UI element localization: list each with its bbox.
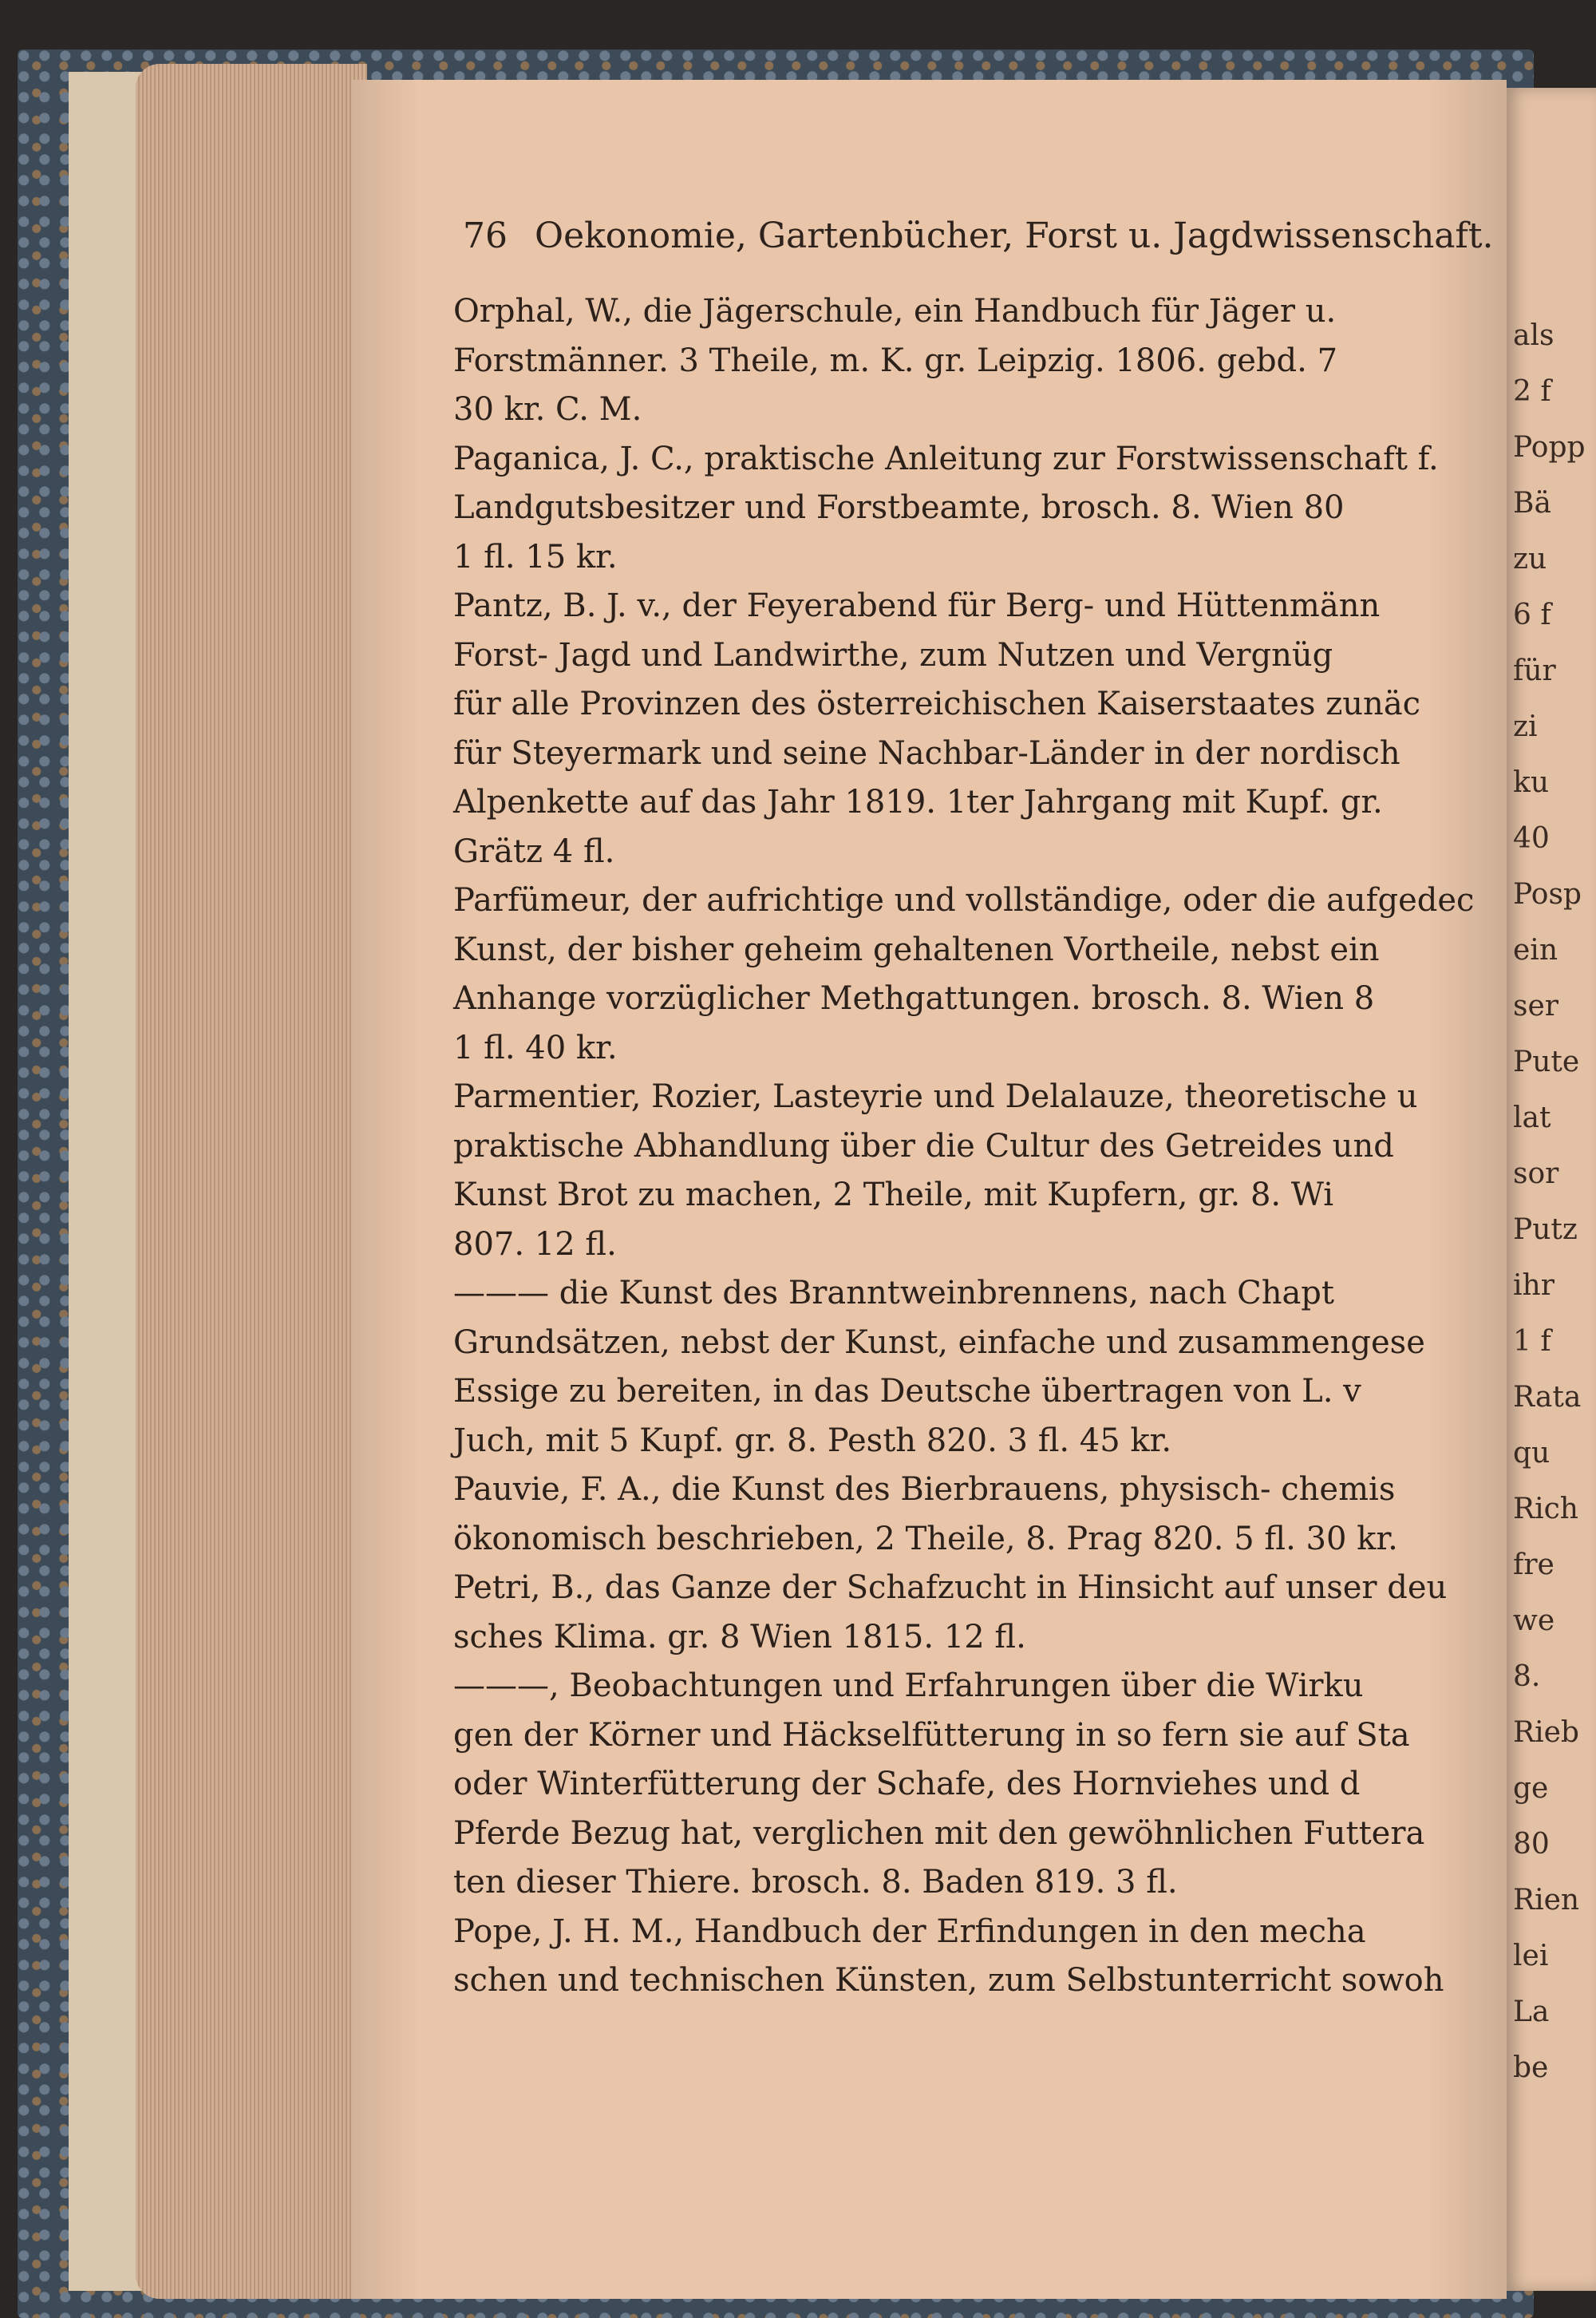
next-page-fragment: we [1513,1604,1555,1637]
running-head: Oekonomie, Gartenbücher, Forst u. Jagdwissenschaft. [535,216,1494,256]
next-page-fragment: qu [1513,1437,1551,1470]
entry-line: ———, Beobachtungen und Erfahrungen über die Wirku [453,1667,1364,1704]
catalog-entry [453,1662,1491,1908]
next-page-fragment: Pute [1513,1046,1580,1078]
next-page-fragment: 80 [1513,1828,1550,1861]
entry-line: Pauvie, F. A., die Kunst des Bierbrauens, physisch- chemis [453,1471,1396,1508]
entry-line: Pope, J. H. M., Handbuch der Erfindungen in den mecha [453,1913,1366,1950]
next-page-fragment: Rata [1513,1381,1582,1414]
page-edges [136,64,367,2299]
next-page-fragment: sor [1513,1157,1559,1190]
entry-line: schen und technischen Künsten, zum Selbstunterricht sowoh [453,1962,1444,1999]
entry-line: Kunst, der bisher geheim gehaltenen Vortheile, nebst ein [453,931,1380,968]
next-page-fragment: Popp [1513,431,1586,464]
entry-line: Pferde Bezug hat, verglichen mit den gewöhnlichen Futtera [453,1814,1425,1852]
entry-line: Grundsätzen, nebst der Kunst, einfache und zusammengese [453,1323,1425,1361]
next-page-fragment: ihr [1513,1269,1555,1302]
entry-line: Forstmänner. 3 Theile, m. K. gr. Leipzig. 1806. gebd. 7 [453,342,1338,379]
next-page-fragment: fre [1513,1549,1555,1581]
next-page-fragment: lat [1513,1102,1551,1134]
next-page-fragment: ge [1513,1772,1549,1805]
next-page-fragment: be [1513,2051,1549,2084]
entry-line: 1 fl. 15 kr. [453,538,618,576]
next-page-fragment: 6 f [1513,599,1551,631]
entry-line: Juch, mit 5 Kupf. gr. 8. Pesth 820. 3 fl. 45 kr. [453,1422,1172,1459]
next-page-fragment: 8. [1513,1660,1541,1693]
entry-line: Parfümeur, der aufrichtige und vollständige, oder die aufgedec [453,882,1475,919]
catalog-entry [453,582,1491,876]
next-page-fragment: ein [1513,934,1558,967]
entry-line: Parmentier, Rozier, Lasteyrie und Delalauze, theoretische u [453,1078,1418,1115]
next-page-fragment: für [1513,655,1556,687]
next-page-fragment: La [1513,1996,1550,2028]
next-page-fragment: als [1513,319,1555,352]
next-page-fragment: Putz [1513,1213,1578,1246]
next-page-fragment: 2 f [1513,375,1551,408]
entry-line: 807. 12 fl. [453,1225,617,1263]
entry-line: für Steyermark und seine Nachbar-Länder in der nordisch [453,734,1400,772]
entry-line: Landgutsbesitzer und Forstbeamte, brosch. 8. Wien 80 [453,489,1345,526]
catalog-entry [453,1073,1491,1269]
entry-line: Forst- Jagd und Landwirthe, zum Nutzen und Vergnüg [453,636,1333,674]
catalog-entry [453,1564,1491,1662]
next-page-fragment: Rich [1513,1493,1578,1525]
next-page-fragment: Bä [1513,487,1551,520]
next-page-fragment: Posp [1513,878,1582,911]
catalog-entry [453,876,1491,1073]
catalog-entry [453,1269,1491,1466]
entry-line: sches Klima. gr. 8 Wien 1815. 12 fl. [453,1618,1026,1655]
entry-line: Pantz, B. J. v., der Feyerabend für Berg- und Hüttenmänn [453,587,1381,624]
entry-line: ten dieser Thiere. brosch. 8. Baden 819. 3 fl. [453,1864,1178,1901]
entry-line: ökonomisch beschrieben, 2 Theile, 8. Prag 820. 5 fl. 30 kr. [453,1520,1398,1557]
page-header [463,216,1500,271]
entry-line: 1 fl. 40 kr. [453,1029,618,1066]
next-page-fragment: 40 [1513,822,1550,855]
entry-line: Grätz 4 fl. [453,833,615,870]
entry-line: Orphal, W., die Jägerschule, ein Handbuch für Jäger u. [453,293,1337,330]
entry-line: Anhange vorzüglicher Methgattungen. brosch. 8. Wien 8 [453,980,1375,1017]
entry-line: 30 kr. C. M. [453,391,642,428]
entry-line: Paganica, J. C., praktische Anleitung zur Forstwissenschaft f. [453,440,1439,477]
entry-line: Alpenkette auf das Jahr 1819. 1ter Jahrgang mit Kupf. gr. [453,784,1383,821]
entry-line: für alle Provinzen des österreichischen Kaiserstaates zunäc [453,686,1421,722]
entry-line: oder Winterfütterung der Schafe, des Hornviehes und d [453,1766,1361,1802]
next-page-fragment: lei [1513,1940,1549,1972]
catalog-entry [453,1908,1491,2006]
next-page-fragment: Rien [1513,1884,1580,1917]
entry-line: gen der Körner und Häckselfütterung in so fern sie auf Sta [453,1716,1410,1754]
catalog-entry [453,1466,1491,1564]
entry-line: Petri, B., das Ganze der Schafzucht in Hinsicht auf unser deu [453,1569,1448,1606]
next-page-fragment: Rieb [1513,1716,1579,1749]
entry-line: Essige zu bereiten, in das Deutsche übertragen von L. v [453,1373,1361,1410]
entry-line: praktische Abhandlung über die Cultur des Getreides und [453,1127,1394,1165]
page-number: 76 [463,216,508,256]
next-page-fragment: ser [1513,990,1558,1023]
next-page-fragment: ku [1513,766,1549,799]
next-page-fragment: zi [1513,710,1538,743]
entry-line: Kunst Brot zu machen, 2 Theile, mit Kupfern, gr. 8. Wi [453,1177,1334,1213]
catalog-entry [453,435,1491,583]
book-page-right-edge [1507,88,1596,2291]
catalog-entry [453,287,1491,435]
next-page-fragment: 1 f [1513,1325,1551,1358]
next-page-fragment: zu [1513,543,1547,576]
catalog-entries [453,287,1491,2006]
entry-line: ——— die Kunst des Branntweinbrennens, nach Chapt [453,1275,1334,1311]
